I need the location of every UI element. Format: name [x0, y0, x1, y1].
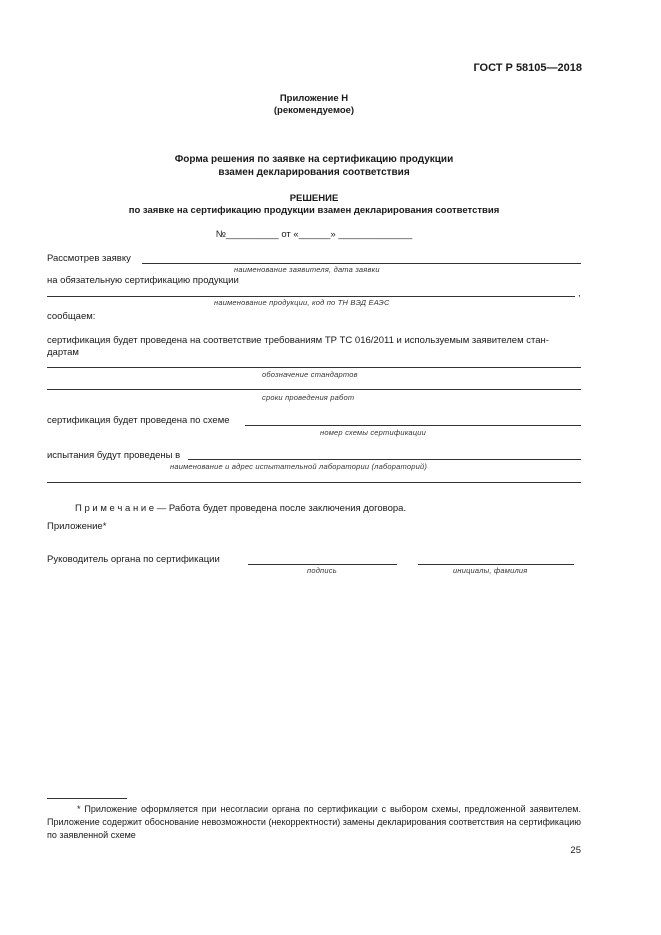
footnote-text: * Приложение оформляется при несогласии органа по сертификации с выбором схемы, предложенной заявителем. Приложение содержит обоснование невозможности (некорректности) замены декларирования соответствия на сертификацию по заявленной схеме — [47, 804, 581, 840]
standard-number: ГОСТ Р 58105—2018 — [473, 62, 582, 74]
inform-label: сообщаем: — [47, 311, 96, 322]
mandatory-label: на обязательную сертификацию продукции — [47, 275, 239, 286]
product-hint: наименование продукции, код по ТН ВЭД ЕАЭС — [214, 298, 390, 307]
dates-line — [47, 389, 581, 390]
scheme-hint: номер схемы сертификации — [320, 428, 427, 437]
note — [75, 503, 406, 514]
note-text: — Работа будет проведена после заключения договора. — [154, 503, 407, 514]
signature-label: Руководитель органа по сертификации — [47, 554, 220, 565]
standards-hint: обозначение стандартов — [262, 370, 358, 379]
scheme-label: сертификация будет проведена по схеме — [47, 415, 230, 426]
form-title-line2: взамен декларирования соответствия — [218, 167, 410, 178]
decision-subtitle: по заявке на сертификацию продукции взамен декларирования соответствия — [128, 205, 500, 216]
cert-text-1: сертификация будет проведена на соответствие требованиям ТР ТС 016/2011 и используемым заявителем стан- — [47, 335, 549, 346]
signature-hint: подпись — [307, 566, 337, 575]
note-label: П р и м е ч а н и е — [75, 503, 155, 514]
decision-title: РЕШЕНИЕ — [289, 193, 339, 204]
name-hint: инициалы, фамилия — [453, 566, 528, 575]
reviewed-label: Рассмотрев заявку — [47, 253, 131, 264]
standards-line — [47, 367, 581, 368]
appendix-title: Приложение Н — [279, 93, 349, 104]
lab-line — [188, 459, 581, 460]
applicant-line — [142, 263, 581, 264]
decision-number-line: №__________ от «______» ______________ — [215, 229, 413, 240]
appendix-status: (рекомендуемое) — [273, 105, 355, 116]
applicant-hint: наименование заявителя, дата заявки — [234, 265, 380, 274]
lab-line-2 — [47, 482, 581, 483]
cert-text-2: дартам — [47, 347, 79, 358]
product-line-end: , — [578, 288, 581, 299]
page-number: 25 — [570, 845, 581, 856]
dates-hint: сроки проведения работ — [262, 393, 355, 402]
signature-line — [248, 564, 397, 565]
product-line — [47, 296, 575, 297]
scheme-line — [245, 425, 581, 426]
name-line — [418, 564, 574, 565]
form-title-line1: Форма решения по заявке на сертификацию продукции — [174, 154, 454, 165]
lab-hint: наименование и адрес испытательной лаборатории (лабораторий) — [170, 462, 428, 471]
footnote-separator — [47, 798, 127, 799]
attachment-label: Приложение* — [47, 521, 107, 532]
tests-label: испытания будут проведены в — [47, 450, 181, 461]
